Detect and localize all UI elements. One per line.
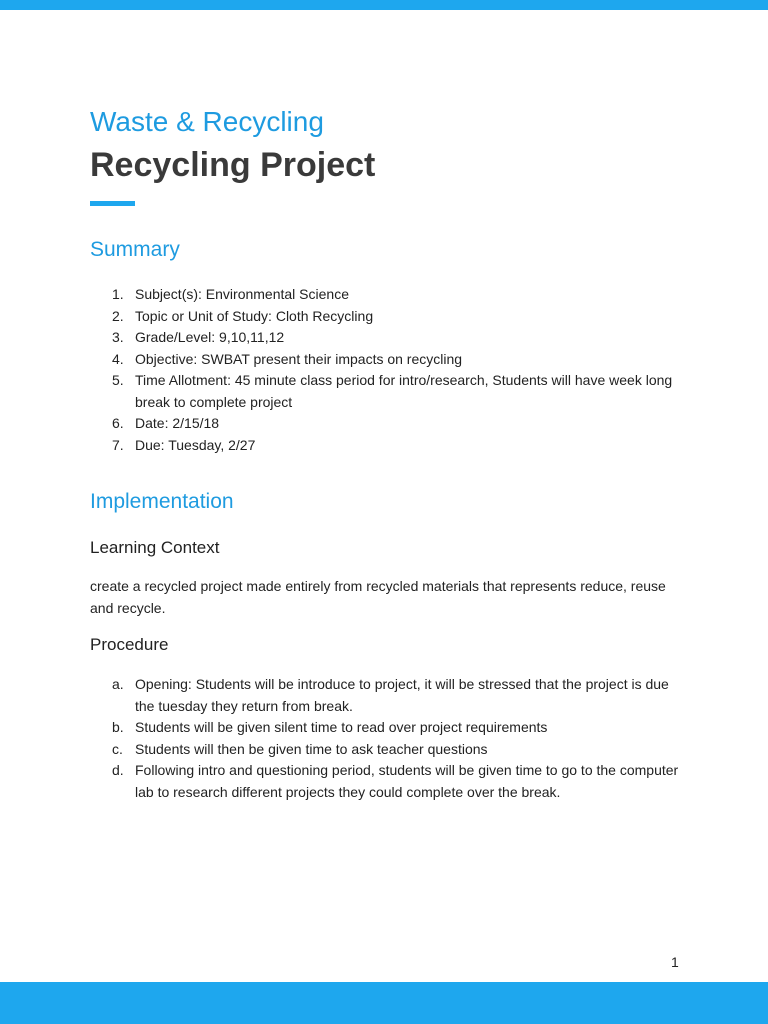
procedure-item	[90, 717, 690, 739]
procedure-item	[90, 739, 690, 761]
summary-item-text: Subject(s): Environmental Science	[135, 286, 349, 302]
top-accent-bar	[0, 0, 768, 10]
summary-item-text: Grade/Level: 9,10,11,12	[135, 329, 285, 345]
document-title: Recycling Project	[90, 146, 376, 184]
list-marker: 4.	[112, 350, 124, 367]
list-marker: d.	[112, 762, 124, 778]
list-marker: 2.	[112, 307, 124, 324]
list-marker: b.	[112, 719, 124, 735]
procedure-item-text: Students will then be given time to ask teacher questions	[135, 740, 488, 757]
summary-heading: Summary	[90, 238, 180, 261]
procedure-item-text: Students will be given silent time to read over project requirements	[135, 719, 548, 735]
procedure-item	[90, 674, 690, 717]
list-marker: 7.	[112, 436, 124, 453]
list-marker: a.	[112, 676, 124, 692]
bottom-accent-bar	[0, 982, 768, 1024]
summary-item-text: Objective: SWBAT present their impacts on recycling	[135, 350, 463, 367]
page-number: 1	[671, 954, 679, 970]
procedure-item	[90, 760, 690, 803]
procedure-item-text: Opening: Students will be introduce to project, it will be stressed that the project is due the tuesday they return from break.	[135, 676, 669, 714]
list-marker: 3.	[112, 329, 124, 345]
summary-item-text: Time Allotment: 45 minute class period for intro/research, Students will have week long break to complete project	[135, 372, 673, 410]
summary-item	[90, 306, 690, 328]
summary-item	[90, 327, 690, 349]
procedure-item-text: Following intro and questioning period, students will be given time to go to the computer lab to research different projects they could complete over the break.	[135, 762, 679, 800]
summary-list	[90, 284, 690, 456]
summary-item	[90, 370, 690, 413]
list-marker: c.	[112, 740, 123, 757]
summary-item	[90, 435, 690, 457]
implementation-heading: Implementation	[90, 490, 234, 513]
learning-context-heading: Learning Context	[90, 538, 220, 557]
procedure-heading: Procedure	[90, 635, 169, 654]
learning-context-text: create a recycled project made entirely from recycled materials that represents reduce, reuse and recycle.	[90, 578, 666, 616]
summary-item	[90, 349, 690, 371]
summary-item-text: Date: 2/15/18	[135, 415, 220, 431]
procedure-list	[90, 674, 690, 803]
summary-item	[90, 284, 690, 306]
document-subtitle: Waste & Recycling	[90, 106, 324, 137]
title-accent-rule	[90, 201, 135, 206]
list-marker: 5.	[112, 372, 124, 388]
list-marker: 6.	[112, 415, 124, 431]
summary-item	[90, 413, 690, 435]
summary-item-text: Topic or Unit of Study: Cloth Recycling	[135, 307, 374, 324]
list-marker: 1.	[112, 286, 124, 302]
summary-item-text: Due: Tuesday, 2/27	[135, 436, 256, 453]
